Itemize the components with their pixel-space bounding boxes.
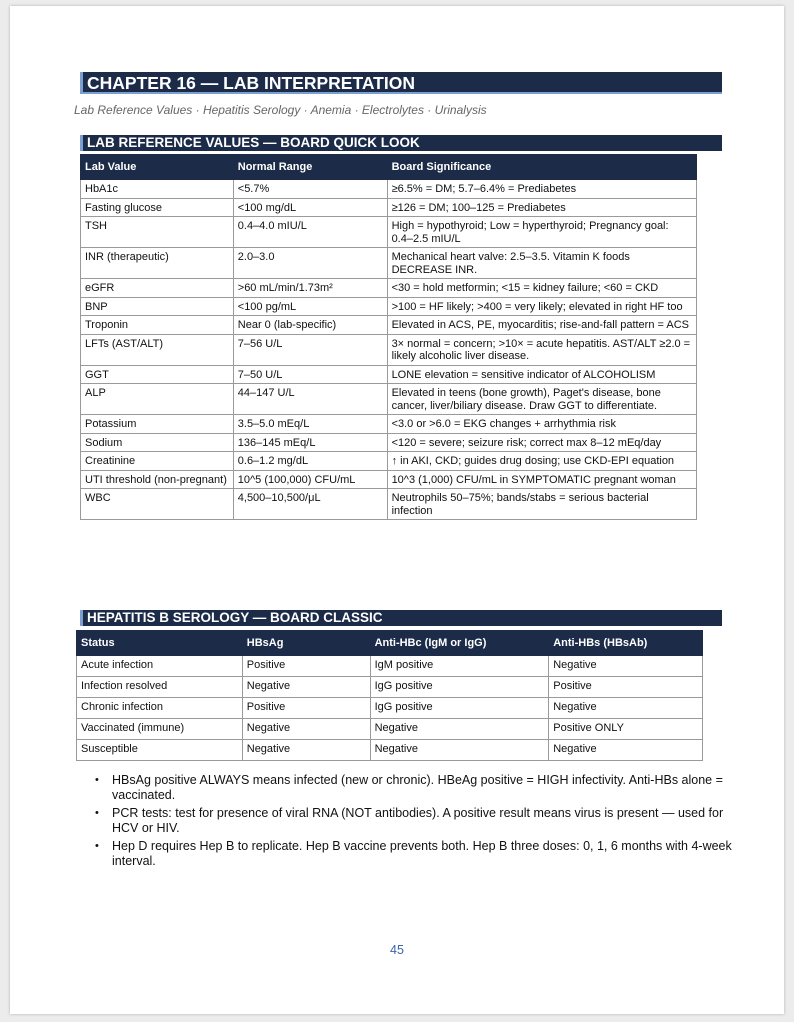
lab-cell: BNP	[81, 297, 234, 316]
table-row	[77, 719, 703, 740]
table-row	[81, 489, 697, 520]
lab-header-cell: Lab Value	[81, 155, 234, 180]
bullet-icon: •	[95, 807, 99, 819]
table-row	[77, 698, 703, 719]
lab-header-cell: Normal Range	[233, 155, 387, 180]
lab-cell: LONE elevation = sensitive indicator of ALCOHOLISM	[387, 365, 696, 384]
bullet-text: PCR tests: test for presence of viral RNA (NOT antibodies). A positive result means virus is present — used for HCV or HIV.	[112, 806, 724, 835]
hep-cell: Positive	[242, 698, 370, 719]
lab-cell: 7–56 U/L	[233, 334, 387, 365]
lab-cell: Mechanical heart valve: 2.5–3.5. Vitamin K foods DECREASE INR.	[387, 248, 696, 279]
lab-cell: 10^5 (100,000) CFU/mL	[233, 470, 387, 489]
hep-cell: Negative	[242, 740, 370, 761]
lab-cell: Creatinine	[81, 452, 234, 471]
hep-cell: Infection resolved	[77, 677, 243, 698]
hep-header-cell: Anti-HBs (HBsAb)	[549, 631, 703, 656]
lab-cell: ≥126 = DM; 100–125 = Prediabetes	[387, 198, 696, 217]
hep-cell: Negative	[549, 698, 703, 719]
hep-cell: Negative	[549, 740, 703, 761]
lab-cell: INR (therapeutic)	[81, 248, 234, 279]
table-row	[77, 656, 703, 677]
hep-header-cell: Status	[77, 631, 243, 656]
table-row	[81, 217, 697, 248]
lab-cell: <5.7%	[233, 180, 387, 199]
hep-cell: Negative	[549, 656, 703, 677]
table-row	[81, 384, 697, 415]
hep-cell: Negative	[242, 719, 370, 740]
table-row	[81, 334, 697, 365]
lab-cell: <100 mg/dL	[233, 198, 387, 217]
lab-cell: Troponin	[81, 316, 234, 335]
page-number: 45	[390, 943, 404, 957]
lab-cell: 7–50 U/L	[233, 365, 387, 384]
table-row	[81, 180, 697, 199]
lab-cell: 4,500–10,500/μL	[233, 489, 387, 520]
bullet-icon: •	[95, 840, 99, 852]
lab-cell: Elevated in teens (bone growth), Paget's disease, bone cancer, liver/biliary disease. Draw GGT to differentiate.	[387, 384, 696, 415]
table-row	[81, 297, 697, 316]
lab-cell: WBC	[81, 489, 234, 520]
hep-cell: IgG positive	[370, 677, 549, 698]
lab-header-cell: Board Significance	[387, 155, 696, 180]
chapter-subtitle: Lab Reference Values · Hepatitis Serology · Anemia · Electrolytes · Urinalysis	[74, 103, 487, 117]
hep-cell: Positive ONLY	[549, 719, 703, 740]
hep-cell: Negative	[370, 740, 549, 761]
hepatitis-b-table	[76, 630, 703, 761]
hep-cell: Acute infection	[77, 656, 243, 677]
lab-cell: High = hypothyroid; Low = hyperthyroid; Pregnancy goal: 0.4–2.5 mIU/L	[387, 217, 696, 248]
table-row	[81, 316, 697, 335]
lab-cell: >60 mL/min/1.73m²	[233, 279, 387, 298]
table-row	[81, 452, 697, 471]
hep-cell: IgG positive	[370, 698, 549, 719]
bullet-text: Hep D requires Hep B to replicate. Hep B vaccine prevents both. Hep B three doses: 0, 1, 6 months with 4-week interval.	[112, 839, 732, 868]
bullet-text: HBsAg positive ALWAYS means infected (new or chronic). HBeAg positive = HIGH infectivity. Anti-HBs alone = vaccinated.	[112, 773, 723, 802]
lab-cell: Potassium	[81, 415, 234, 434]
hep-cell: Susceptible	[77, 740, 243, 761]
lab-cell: Fasting glucose	[81, 198, 234, 217]
lab-cell: ↑ in AKI, CKD; guides drug dosing; use CKD-EPI equation	[387, 452, 696, 471]
list-item	[95, 773, 735, 803]
table-row	[77, 740, 703, 761]
lab-section-title: LAB REFERENCE VALUES — BOARD QUICK LOOK	[80, 135, 722, 151]
chapter-title: CHAPTER 16 — LAB INTERPRETATION	[80, 72, 722, 94]
hep-header-cell: Anti-HBc (IgM or IgG)	[370, 631, 549, 656]
lab-cell: <100 pg/mL	[233, 297, 387, 316]
lab-cell: 0.6–1.2 mg/dL	[233, 452, 387, 471]
lab-cell: <3.0 or >6.0 = EKG changes + arrhythmia risk	[387, 415, 696, 434]
lab-cell: 0.4–4.0 mIU/L	[233, 217, 387, 248]
lab-cell: GGT	[81, 365, 234, 384]
lab-cell: eGFR	[81, 279, 234, 298]
lab-cell: 2.0–3.0	[233, 248, 387, 279]
hep-header-cell: HBsAg	[242, 631, 370, 656]
hep-cell: Negative	[242, 677, 370, 698]
lab-cell: LFTs (AST/ALT)	[81, 334, 234, 365]
table-row	[81, 279, 697, 298]
table-row	[81, 433, 697, 452]
hep-cell: Vaccinated (immune)	[77, 719, 243, 740]
notes-list	[95, 773, 735, 872]
bullet-icon: •	[95, 774, 99, 786]
lab-cell: ALP	[81, 384, 234, 415]
list-item	[95, 839, 735, 869]
table-row	[81, 198, 697, 217]
lab-reference-table	[80, 154, 697, 520]
lab-cell: 3.5–5.0 mEq/L	[233, 415, 387, 434]
hep-section-title: HEPATITIS B SEROLOGY — BOARD CLASSIC	[80, 610, 722, 626]
lab-cell: 44–147 U/L	[233, 384, 387, 415]
list-item	[95, 806, 735, 836]
lab-cell: 136–145 mEq/L	[233, 433, 387, 452]
lab-cell: ≥6.5% = DM; 5.7–6.4% = Prediabetes	[387, 180, 696, 199]
table-row	[81, 365, 697, 384]
lab-cell: <30 = hold metformin; <15 = kidney failure; <60 = CKD	[387, 279, 696, 298]
lab-cell: HbA1c	[81, 180, 234, 199]
lab-cell: <120 = severe; seizure risk; correct max 8–12 mEq/day	[387, 433, 696, 452]
lab-cell: Neutrophils 50–75%; bands/stabs = serious bacterial infection	[387, 489, 696, 520]
hep-cell: Positive	[549, 677, 703, 698]
hep-cell: Chronic infection	[77, 698, 243, 719]
hep-cell: IgM positive	[370, 656, 549, 677]
hep-cell: Positive	[242, 656, 370, 677]
table-row	[77, 677, 703, 698]
lab-cell: Sodium	[81, 433, 234, 452]
lab-cell: >100 = HF likely; >400 = very likely; elevated in right HF too	[387, 297, 696, 316]
table-row	[81, 415, 697, 434]
lab-cell: 3× normal = concern; >10× = acute hepatitis. AST/ALT ≥2.0 = likely alcoholic liver disease.	[387, 334, 696, 365]
table-row	[81, 248, 697, 279]
lab-cell: UTI threshold (non-pregnant)	[81, 470, 234, 489]
lab-cell: Elevated in ACS, PE, myocarditis; rise-and-fall pattern = ACS	[387, 316, 696, 335]
table-row	[81, 470, 697, 489]
hep-cell: Negative	[370, 719, 549, 740]
lab-cell: 10^3 (1,000) CFU/mL in SYMPTOMATIC pregnant woman	[387, 470, 696, 489]
document-page	[10, 6, 784, 1014]
lab-cell: TSH	[81, 217, 234, 248]
lab-cell: Near 0 (lab-specific)	[233, 316, 387, 335]
